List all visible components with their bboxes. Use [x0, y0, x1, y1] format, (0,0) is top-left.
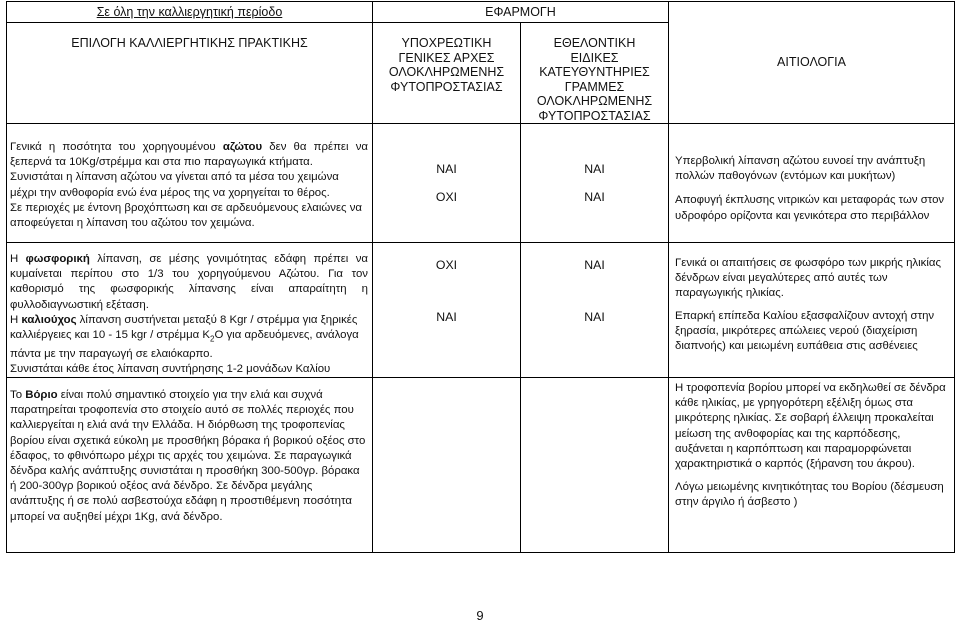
phosphorus-potassium-voluntary — [521, 243, 669, 378]
text-run: δεν θα πρέπει να ξεπερνά τα 10Kg/στρέμμα και στα πιο παραγωγικά κτήματα. — [10, 141, 368, 169]
nitrogen-mandatory — [373, 124, 521, 243]
boron-paragraph — [10, 388, 368, 525]
voluntary-header-line: ΟΛΟΚΛΗΡΩΜΕΝΗΣ — [536, 94, 653, 108]
text-bold: Βόριο — [25, 388, 58, 401]
application-title — [373, 2, 669, 23]
justification-text: Αποφυγή έκπλυσης νιτρικών και μεταφοράς των στον υδροφόρο ορίζοντα και γενικότερα στο περιβάλλον — [675, 194, 945, 222]
phosphorus-paragraph — [10, 252, 368, 313]
boron-voluntary — [521, 377, 669, 552]
voluntary-header-line: ΓΡΑΜΜΕΣ — [564, 79, 625, 94]
text-subscript: 2 — [210, 334, 215, 344]
text-bold: αζώτου — [222, 141, 263, 153]
nitrogen-paragraph-3: Σε περιοχές με έντονη βροχόπτωση και σε αρδευόμενους ελαιώνες να αποφεύγεται η λίπανση του αζώτου τον χειμώνα. — [10, 201, 362, 230]
voluntary-header — [521, 23, 669, 124]
boron-justification — [669, 377, 955, 552]
row-boron — [7, 377, 955, 552]
period-title-text: Σε όλη την καλλιεργητική περίοδο — [96, 4, 283, 19]
answer-value: ΝΑΙ — [436, 310, 457, 324]
header-row-period — [7, 2, 955, 23]
justification-text: Υπερβολική λίπανση αζώτου ευνοεί την ανάπτυξη πολλών παθογόνων (εντόμων και μυκήτων) — [675, 155, 926, 183]
text-run: Η — [10, 253, 26, 265]
page-number: 9 — [476, 608, 484, 623]
voluntary-header-line: ΕΙΔΙΚΕΣ ΚΑΤΕΥΘΥΝΤΗΡΙΕΣ — [539, 50, 650, 79]
mandatory-header — [373, 23, 521, 124]
phosphorus-potassium-mandatory — [373, 243, 521, 378]
nitrogen-paragraph-1 — [10, 140, 368, 170]
nitrogen-paragraph-2: Συνιστάται η λίπανση αζώτου να γίνεται από τα μέσα του χειμώνα μέχρι την ανθοφορία ενώ ένα μέρος της να χορηγείται το θέρος. — [10, 171, 339, 199]
boron-practice — [7, 377, 373, 552]
mandatory-header-line: ΦΥΤΟΠΡΟΣΤΑΣΙΑΣ — [390, 79, 503, 94]
period-title — [7, 2, 373, 23]
potassium-paragraph-1 — [10, 313, 368, 362]
nitrogen-voluntary — [521, 124, 669, 243]
practice-title — [7, 23, 373, 124]
text-run: είναι πολύ σημαντικό στοιχείο για την ελιά και συχνά παρατηρείται τροφοπενία στο στοιχείο αυτό σε πολλές περιοχές που καλλιεργείται η ελιά ανά την Ελλάδα. Η διόρθωση της τροφοπενίας βορίου είναι σχετικά εύκολη με προσθήκη βόρακα ή βορικού οξέος στο έδαφος, το φθινόπωρο μέχρι τις αρχές του χειμώνα. Σε παραγωγικά δένδρα καλής ανάπτυξης συνιστάται η προσθήκη 300-500γρ. βόρακα ή 200-300γρ βορικού οξέος ανά δένδρο. Σε δένδρα μεγάλης ανάπτυξης ή σε πολύ ασβεστούχα εδάφη η προστιθέμενη ποσότητα μπορεί να αυξηθεί μέχρι 1Kg, ανά δένδρο. — [10, 388, 366, 523]
mandatory-header-line: ΥΠΟΧΡΕΩΤΙΚΗ — [401, 36, 492, 50]
phosphorus-potassium-justification — [669, 243, 955, 378]
spacer — [675, 302, 950, 309]
answer-value: ΟΧΙ — [435, 258, 458, 272]
mandatory-header-line: ΓΕΝΙΚΕΣ ΑΡΧΕΣ — [398, 50, 495, 65]
potassium-paragraph-2: Συνιστάται κάθε έτος λίπανση συντήρησης 1-2 μονάδων Καλίου — [10, 362, 331, 375]
text-run: λίπανση, σε μέσης γονιμότητας εδάφη πρέπει να κυμαίνεται περίπου στο 1/3 του χορηγούμενου Αζώτου. Για τον καθορισμό της φωσφορικής λίπανσης είναι απαραίτητη η φυλλοδιαγνωστική εξέταση. — [10, 253, 368, 311]
row-phosphorus-potassium — [7, 243, 955, 378]
justification-header-text: ΑΙΤΙΟΛΟΓΙΑ — [777, 55, 846, 70]
voluntary-header-line: ΕΘΕΛΟΝΤΙΚΗ — [553, 36, 636, 50]
text-bold: καλιούχος — [21, 313, 77, 326]
justification-text: Επαρκή επίπεδα Καλίου εξασφαλίζουν αντοχή στην ξηρασία, μικρότερες απώλειες νερού (διαχείριση διαπνοής) και μειωμένη ευπάθεια στις ασθένειες — [675, 309, 935, 353]
answer-value: ΟΧΙ — [435, 190, 458, 204]
voluntary-header-line: ΦΥΤΟΠΡΟΣΤΑΣΙΑΣ — [538, 108, 651, 123]
text-bold: φωσφορική — [25, 253, 90, 265]
text-run: λίπανση συστήνεται μεταξύ 8 Kgr / στρέμμα για ξηρικές καλλιέργειες και 10 - 15 kgr / στρέμμα K — [10, 313, 358, 342]
text-run: Το — [10, 388, 26, 401]
boron-mandatory — [373, 377, 521, 552]
answer-value: ΝΑΙ — [584, 310, 605, 324]
answer-value: ΝΑΙ — [584, 190, 605, 204]
nitrogen-justification — [669, 124, 955, 243]
text-run: Η — [10, 313, 22, 326]
answer-value: ΝΑΙ — [436, 162, 457, 176]
phosphorus-potassium-practice — [7, 243, 373, 378]
justification-text: Γενικά οι απαιτήσεις σε φωσφόρο των μικρής ηλικίας δένδρων είναι μεγαλύτερες από αυτές των παραγωγικής ηλικίας. — [675, 257, 941, 300]
row-nitrogen — [7, 124, 955, 243]
spacer — [675, 184, 950, 193]
text-run: O για αρδευόμενες, ανάλογα πάντα με την παραγωγή σε ελαιόκαρπο. — [10, 329, 359, 360]
fertilization-table — [6, 1, 955, 553]
application-title-text: ΕΦΑΡΜΟΓΗ — [485, 4, 556, 19]
text-run: Γενικά η ποσότητα του χορηγουμένου — [10, 141, 223, 153]
answer-value: ΝΑΙ — [584, 162, 605, 176]
justification-text: Λόγω μειωμένης κινητικότητας του Βορίου (δέσμευση στην άργιλο ή άσβεστο ) — [675, 481, 944, 509]
spacer — [675, 472, 950, 480]
nitrogen-practice — [7, 124, 373, 243]
justification-text: Η τροφοπενία βορίου μπορεί να εκδηλωθεί σε δένδρα κάθε ηλικίας, με γρηγορότερη εξέλιξη όμως στα μικρότερης ηλικίας. Σε σοβαρή έλλειψη προκαλείται μείωση της ανθοφορίας και της καρπόδεσης, αυξάνεται η καρπόπτωση και παραμορφώνεται χαρακτηριστικά ο καρπός (ξήρανση του άκρου). — [675, 381, 946, 470]
mandatory-header-line: ΟΛΟΚΛΗΡΩΜΕΝΗΣ — [388, 65, 505, 79]
justification-header — [669, 2, 955, 124]
answer-value: ΝΑΙ — [584, 258, 605, 272]
practice-title-text: ΕΠΙΛΟΓΗ ΚΑΛΛΙΕΡΓΗΤΙΚΗΣ ΠΡΑΚΤΙΚΗΣ — [71, 36, 308, 50]
